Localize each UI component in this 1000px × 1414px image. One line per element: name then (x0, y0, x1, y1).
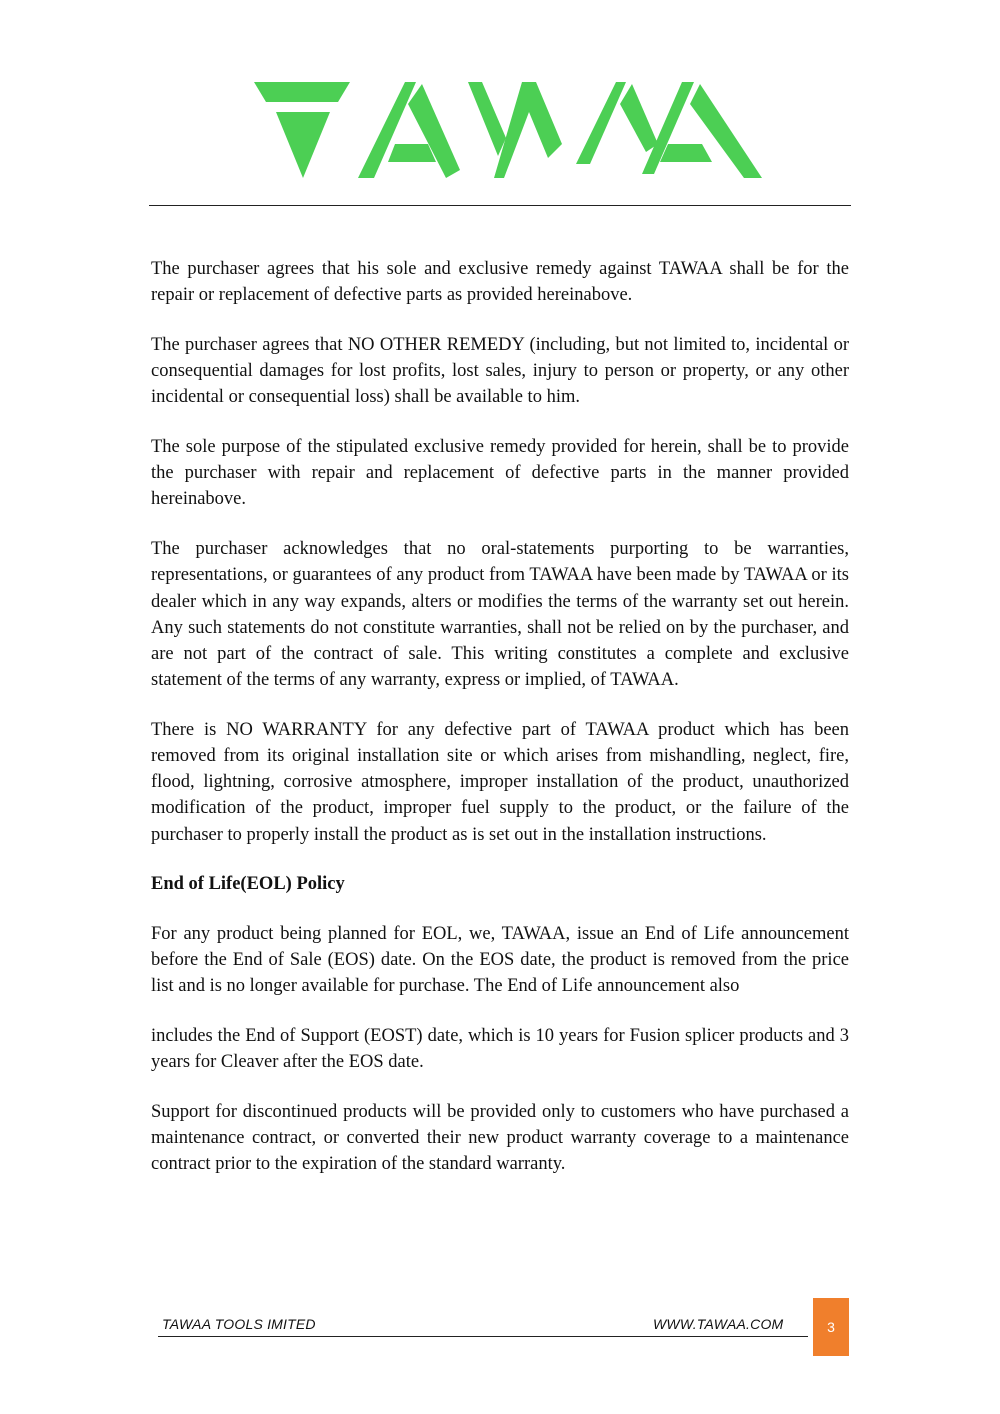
paragraph: The purchaser agrees that NO OTHER REMEDY (including, but not limited to, incidental or consequential damages for lost profits, lost sales, injury to person or property, or any other incidental or consequential loss) shall be available to him. (151, 334, 849, 408)
paragraph: The sole purpose of the stipulated exclusive remedy provided for herein, shall be to provide the purchaser with repair and replacement of defective parts in the manner provided hereinabove. (151, 437, 849, 510)
page-number: 3 (827, 1319, 835, 1335)
document-body (151, 256, 849, 1201)
section-heading: End of Life(EOL) Policy (151, 874, 345, 895)
paragraph: includes the End of Support (EOST) date, which is 10 years for Fusion splicer products and 3 years for Cleaver after the EOS date. (151, 1026, 849, 1073)
footer-rule (158, 1336, 808, 1337)
paragraph: The purchaser agrees that his sole and exclusive remedy against TAWAA shall be for the repair or replacement of defective parts as provided hereinabove. (151, 259, 849, 306)
paragraph: The purchaser acknowledges that no oral-statements purporting to be warranties, representations, or guarantees of any product from TAWAA have been made by TAWAA or its dealer which in any way expands, alters or modifies the terms of the warranty set out herein. Any such statements do not constitute warranties, shall not be relied on by the purchaser, and are not part of the contract of sale. This writing constitutes a complete and exclusive statement of the terms of any warranty, express or implied, of TAWAA. (151, 539, 849, 691)
header-rule (149, 205, 851, 206)
paragraph: Support for discontinued products will be provided only to customers who have purchased a maintenance contract, or converted their new product warranty coverage to a maintenance contract prior to the expiration of the standard warranty. (151, 1102, 849, 1175)
footer-company: TAWAA TOOLS IMITED (162, 1316, 316, 1332)
page-number-badge (813, 1298, 849, 1356)
paragraph: There is NO WARRANTY for any defective part of TAWAA product which has been removed from its original installation site or which arises from mishandling, neglect, fire, flood, lightning, corrosive atmosphere, improper installation of the product, unauthorized modification of the product, improper fuel supply to the product, or the failure of the purchaser to properly install the product as is set out in the installation instructions. (151, 719, 849, 845)
paragraph: For any product being planned for EOL, we, TAWAA, issue an End of Life announcement before the End of Sale (EOS) date. On the EOS date, the product is removed from the price list and is no longer available for purchase. The End of Life announcement also (151, 924, 849, 997)
tawaa-logo (250, 78, 770, 182)
footer-website[interactable]: WWW.TAWAA.COM (653, 1316, 784, 1332)
